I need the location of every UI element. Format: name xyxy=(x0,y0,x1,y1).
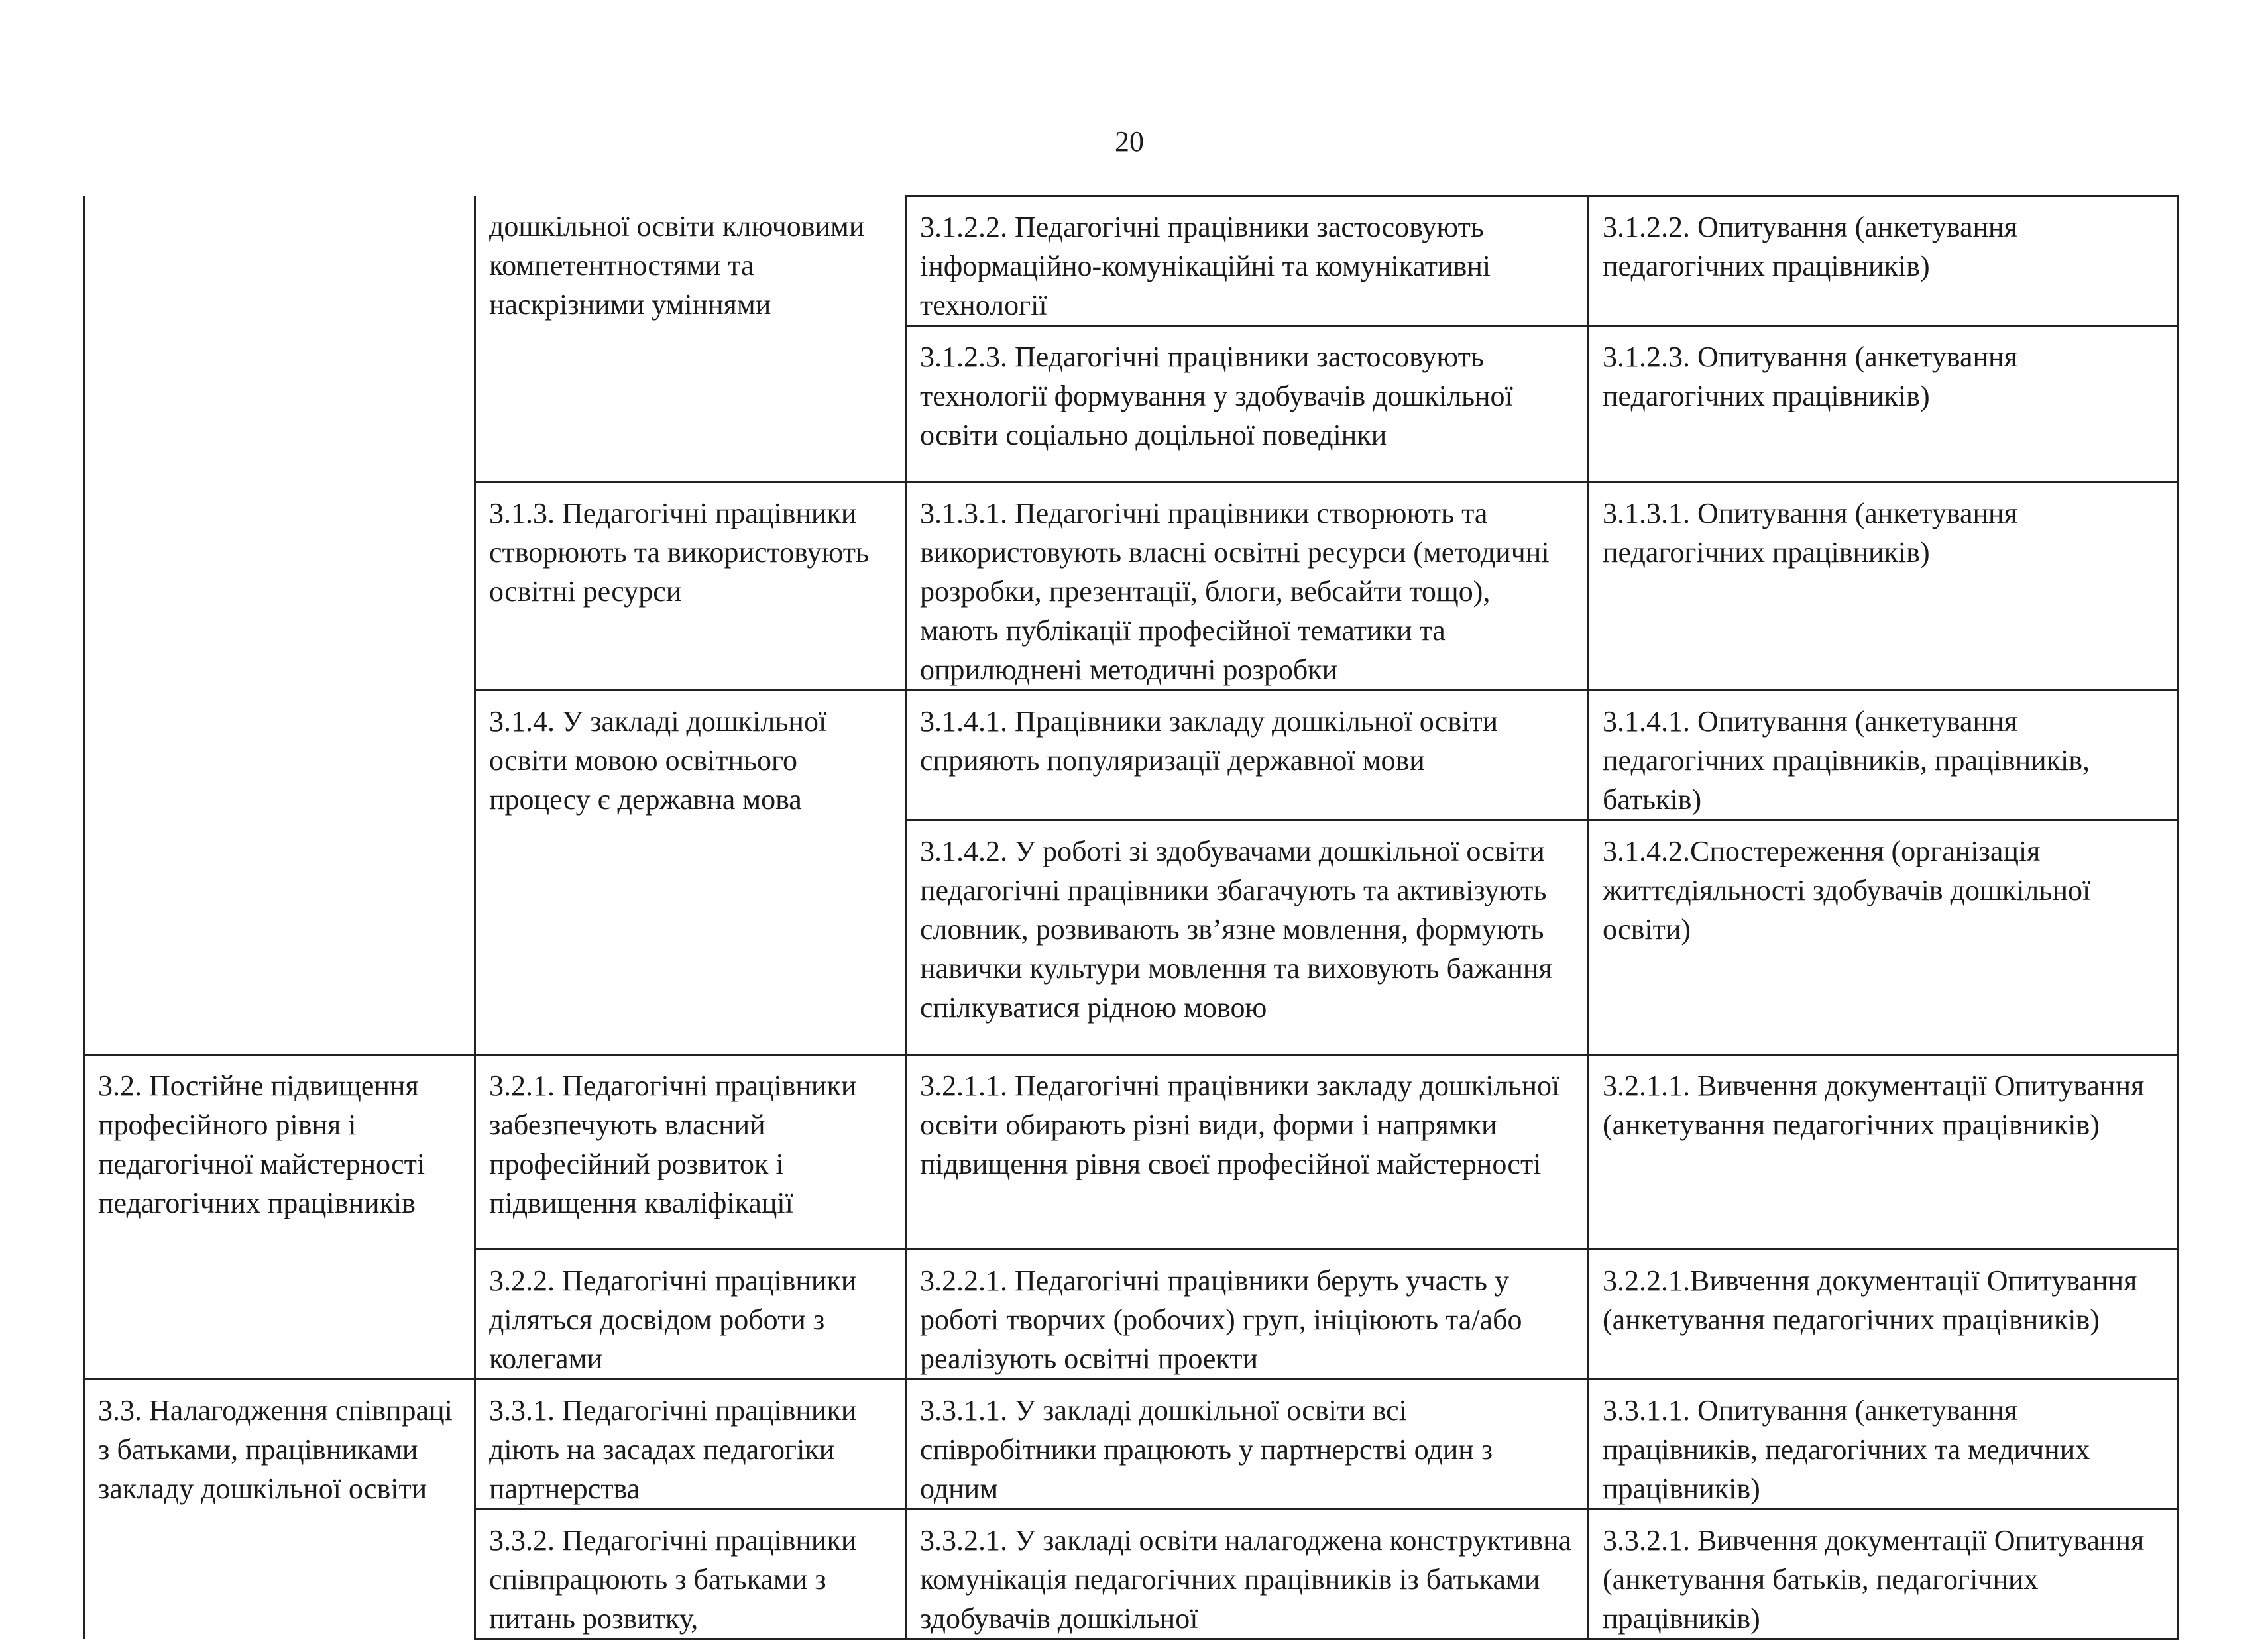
table-row xyxy=(84,482,2179,690)
item-cell: 3.2.1.1. Педагогічні працівники закладу дошкільної освіти обирають різні види, форми і напрямки підвищення рівня своєї професійної майстерності xyxy=(906,1055,1589,1250)
table-row xyxy=(84,1380,2179,1510)
item-cell: 3.1.2.3. Педагогічні працівники застосовують технології формування у здобувачів дошкільної освіти соціально доцільної поведінки xyxy=(906,326,1589,482)
page-number: 20 xyxy=(1115,125,1144,158)
indicator-cell: 3.3.2. Педагогічні працівники співпрацюють з батьками з питань розвитку, xyxy=(475,1510,906,1639)
criterion-cell xyxy=(84,196,475,482)
method-cell: 3.3.1.1. Опитування (анкетування працівників, педагогічних та медичних працівників) xyxy=(1589,1380,2179,1510)
table-row xyxy=(84,196,2179,326)
method-cell: 3.2.2.1.Вивчення документації Опитування (анкетування педагогічних працівників) xyxy=(1589,1250,2179,1380)
table-row xyxy=(84,1055,2179,1250)
indicator-cell: 3.1.4. У закладі дошкільної освіти мовою освітнього процесу є державна мова xyxy=(475,690,906,1055)
item-cell: 3.1.2.2. Педагогічні працівники застосовують інформаційно-комунікаційні та комунікативні технології xyxy=(906,196,1589,326)
method-cell: 3.1.2.3. Опитування (анкетування педагогічних працівників) xyxy=(1589,326,2179,482)
item-cell: 3.2.2.1. Педагогічні працівники беруть участь у роботі творчих (робочих) груп, ініціюють та/або реалізують освітні проекти xyxy=(906,1250,1589,1380)
method-cell: 3.1.4.2.Спостереження (організація життєдіяльності здобувачів дошкільної освіти) xyxy=(1589,820,2179,1055)
indicator-cell: 3.2.2. Педагогічні працівники діляться досвідом роботи з колегами xyxy=(475,1250,906,1380)
criteria-table xyxy=(83,195,2179,1640)
method-cell: 3.1.3.1. Опитування (анкетування педагогічних працівників) xyxy=(1589,482,2179,690)
item-cell: 3.3.1.1. У закладі дошкільної освіти всі співробітники працюють у партнерстві один з одним xyxy=(906,1380,1589,1510)
indicator-cell: 3.3.1. Педагогічні працівники діють на засадах педагогіки партнерства xyxy=(475,1380,906,1510)
method-cell: 3.3.2.1. Вивчення документації Опитування (анкетування батьків, педагогічних працівників) xyxy=(1589,1510,2179,1639)
indicator-cell: дошкільної освіти ключовими компетентностями та наскрізними уміннями xyxy=(475,196,906,482)
item-cell: 3.3.2.1. У закладі освіти налагоджена конструктивна комунікація педагогічних працівників із батьками здобувачів дошкільної xyxy=(906,1510,1589,1639)
criterion-cell xyxy=(84,482,475,1055)
indicator-cell: 3.2.1. Педагогічні працівники забезпечують власний професійний розвиток і підвищення кваліфікації xyxy=(475,1055,906,1250)
indicator-cell: 3.1.3. Педагогічні працівники створюють та використовують освітні ресурси xyxy=(475,482,906,690)
item-cell: 3.1.4.1. Працівники закладу дошкільної освіти сприяють популяризації державної мови xyxy=(906,690,1589,820)
item-cell: 3.1.3.1. Педагогічні працівники створюють та використовують власні освітні ресурси (методичні розробки, презентації, блоги, вебсайти тощо), мають публікації професійної тематики та оприлюднені методичні розробки xyxy=(906,482,1589,690)
method-cell: 3.2.1.1. Вивчення документації Опитування (анкетування педагогічних працівників) xyxy=(1589,1055,2179,1250)
criterion-cell: 3.3. Налагодження співпраці з батьками, працівниками закладу дошкільної освіти xyxy=(84,1380,475,1639)
method-cell: 3.1.4.1. Опитування (анкетування педагогічних працівників, працівників, батьків) xyxy=(1589,690,2179,820)
method-cell: 3.1.2.2. Опитування (анкетування педагогічних працівників) xyxy=(1589,196,2179,326)
criterion-cell: 3.2. Постійне підвищення професійного рівня і педагогічної майстерності педагогічних працівників xyxy=(84,1055,475,1380)
item-cell: 3.1.4.2. У роботі зі здобувачами дошкільної освіти педагогічні працівники збагачують та активізують словник, розвивають зв’язне мовлення, формують навички культури мовлення та виховують бажання спілкуватися рідною мовою xyxy=(906,820,1589,1055)
